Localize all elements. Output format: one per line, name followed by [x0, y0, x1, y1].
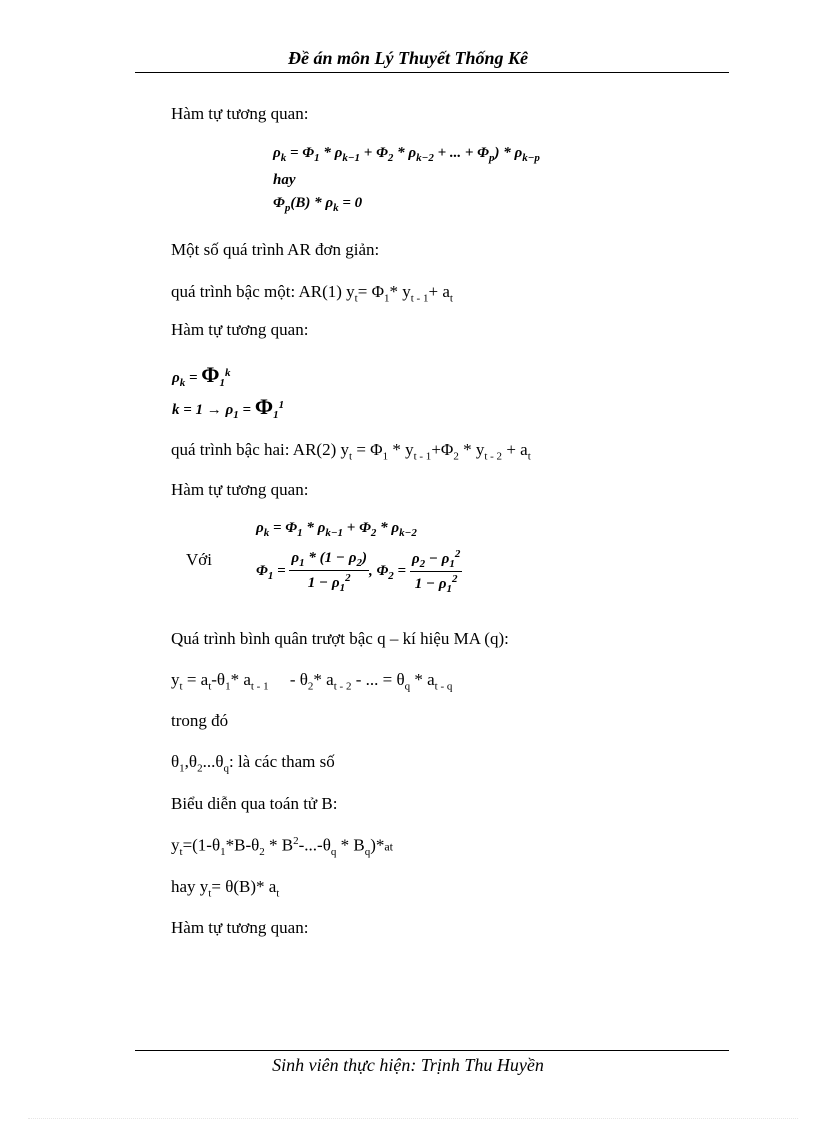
equation-hay: hay: [273, 172, 296, 188]
hay-prefix: hay y: [171, 877, 209, 896]
hay-line: hay $y_t= \theta(B)*$ $a_t$: [171, 877, 280, 900]
acf-label-3: Hàm tự tương quan:: [171, 480, 309, 499]
acf-label-1: Hàm tự tương quan:: [171, 104, 309, 123]
voi-label: Với: [186, 550, 212, 569]
ar-intro: Một số quá trình AR đơn giản:: [171, 240, 380, 259]
ar1-line: quá trình bậc một: AR(1) $y_t= \Phi_1*$ $y_{t - 1}+ a_t$: [171, 282, 453, 305]
equation-acf-general: $\rho_k = \Phi_1 * \rho_{k-1} + \Phi_2 * \rho_{k-2}$ + ... + $\Phi_p) * \rho_{k-p}$: [273, 145, 540, 164]
ma-equation: $y_t = a_t-\theta_1*$ $a_{t - 1}$ - $\theta_2*$ $a_{t - 2}$ - ... = $\theta_q * a_{t - q}$: [171, 670, 453, 693]
theta-line: $\theta_1,\theta_2...\theta_q$: là các tham số: [171, 752, 335, 775]
page-bottom-dotted-line: [28, 1118, 798, 1119]
trong-do: trong đó: [171, 711, 229, 730]
footer-rule: [135, 1050, 729, 1051]
ar1-text: quá trình bậc một: AR(1) y: [171, 282, 355, 301]
equation-ar2-acf: $\rho_k = \Phi_1 * \rho_{k-1} + \Phi_2 * \rho_{k-2}$: [256, 520, 417, 539]
acf-label-4: Hàm tự tương quan:: [171, 918, 309, 937]
ar2-text: quá trình bậc hai: AR(2) y: [171, 440, 349, 459]
page-footer-text: Sinh viên thực hiện: Trịnh Thu Huyền: [272, 1055, 544, 1075]
bieu-dien: Biểu diễn qua toán tử B:: [171, 794, 338, 813]
ar2-line: quá trình bậc hai: AR(2) $y_t = \Phi_1 * y_{t - 1}+\Phi_2 * y_{t - 2} + a_t$: [171, 440, 531, 463]
equation-ar1-k1: $k = 1 \to \rho_1 = \Phi_1^1$: [172, 394, 285, 421]
theta-params-text: là các tham số: [237, 752, 335, 771]
equation-ar1-acf: $\rho_k = \Phi_1^k$: [172, 362, 231, 389]
operator-equation: $y_t=(1-\theta_1*B-\theta_2 * B^2-...-\theta_q * B_q)*at$: [171, 835, 394, 859]
header-rule: [135, 72, 729, 73]
equation-ar2-yule-walker: $\Phi_1$ = $\frac{\rho_1 * (1 - \rho_2)}{1 - \rho_1^2}$ , $\Phi_2$ = $\frac{\rho_2 - \rho_1^2}{1 - \rho_1^2}$: [256, 548, 461, 595]
page-header-title: Đề án môn Lý Thuyết Thống Kê: [287, 48, 528, 68]
acf-label-2: Hàm tự tương quan:: [171, 320, 309, 339]
equation-operator-form: $\Phi_p(B) * \rho_k = 0$: [273, 195, 363, 214]
ma-intro: Quá trình bình quân trượt bậc q – kí hiệu MA (q):: [171, 629, 509, 648]
